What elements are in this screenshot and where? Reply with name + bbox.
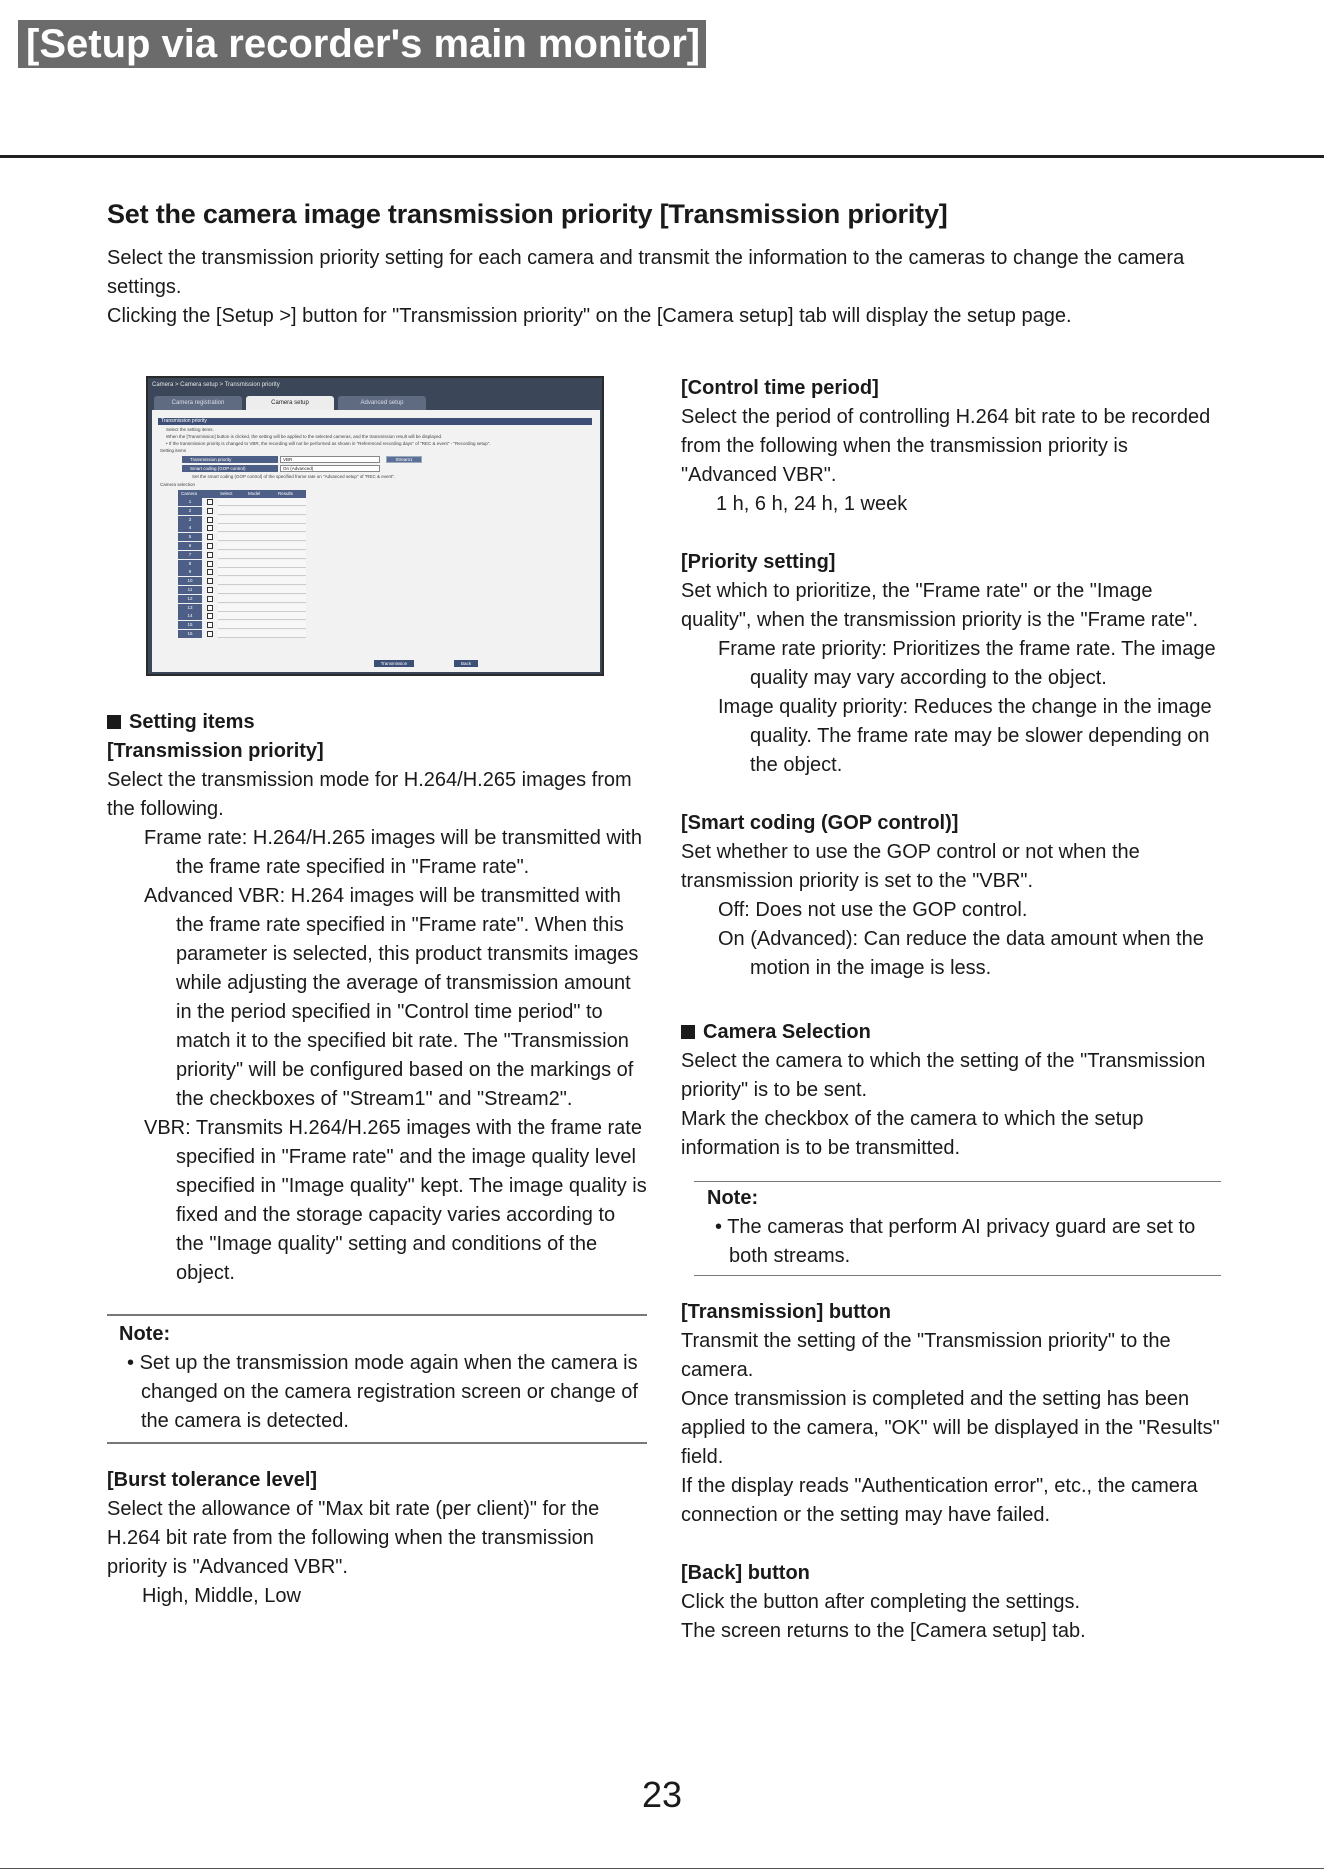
screenshot-camera-row bbox=[178, 507, 306, 516]
transmission-button-desc-2: Once transmission is completed and the setting has been applied to the camera, "OK" will be displayed in the "Results" field. bbox=[681, 1388, 1220, 1468]
screenshot-back-button: Back bbox=[454, 660, 478, 667]
screenshot-camera-number: 7 bbox=[178, 551, 202, 559]
screenshot-tab-camera-registration: Camera registration bbox=[154, 396, 242, 410]
screenshot-camera-number: 9 bbox=[178, 568, 202, 576]
screenshot-camera-cells bbox=[218, 498, 306, 506]
burst-tolerance-desc: Select the allowance of "Max bit rate (per client)" for the H.264 bit rate from the following when the transmission priority is "Advanced VBR". bbox=[107, 1498, 600, 1578]
smart-coding-off: Off: Does not use the GOP control. bbox=[718, 899, 1028, 921]
screenshot-camera-checkbox bbox=[207, 605, 213, 611]
square-bullet-icon bbox=[681, 1025, 695, 1039]
screenshot-camera-checkbox bbox=[207, 525, 213, 531]
transmission-priority-heading: [Transmission priority] bbox=[107, 740, 324, 762]
right-note-text: • The cameras that perform AI privacy guard are set to both streams. bbox=[715, 1216, 1196, 1267]
screenshot-camera-number: 16 bbox=[178, 630, 202, 638]
screenshot-camera-row bbox=[178, 586, 306, 595]
screenshot-camera-number: 15 bbox=[178, 621, 202, 629]
top-rule bbox=[0, 155, 1324, 158]
screenshot-camera-cells bbox=[218, 630, 306, 638]
intro-paragraph-1: Select the transmission priority setting for each camera and transmit the information to the cameras to change the camera settings. bbox=[107, 247, 1185, 298]
screenshot-breadcrumb: Camera > Camera setup > Transmission priority bbox=[152, 382, 280, 388]
control-time-period-heading: [Control time period] bbox=[681, 377, 879, 399]
intro bbox=[107, 244, 1217, 331]
right-column bbox=[681, 374, 1221, 1646]
screenshot-select-priority: VBR bbox=[280, 456, 380, 463]
back-button-heading: [Back] button bbox=[681, 1562, 810, 1584]
screenshot-camera-checkbox bbox=[207, 561, 213, 567]
screenshot-camera-checkbox bbox=[207, 622, 213, 628]
screenshot-camera-checkbox bbox=[207, 569, 213, 575]
screenshot-transmission-button: Transmission bbox=[374, 660, 414, 667]
screenshot-camera-cells bbox=[218, 516, 306, 524]
screenshot-camera-cells bbox=[218, 533, 306, 541]
screenshot-camera-number: 10 bbox=[178, 577, 202, 585]
screenshot-camera-row bbox=[178, 498, 306, 507]
smart-coding-desc: Set whether to use the GOP control or not when the transmission priority is set to the "VBR". bbox=[681, 841, 1140, 892]
transmission-priority-desc: Select the transmission mode for H.264/H.265 images from the following. bbox=[107, 769, 632, 820]
screenshot-camera-cells bbox=[218, 560, 306, 568]
screenshot-camera-checkbox bbox=[207, 552, 213, 558]
screenshot-camera-row bbox=[178, 524, 306, 533]
screenshot-camera-checkbox bbox=[207, 613, 213, 619]
screenshot-camera-cells bbox=[218, 542, 306, 550]
screenshot-camera-checkbox bbox=[207, 631, 213, 637]
priority-setting-desc: Set which to prioritize, the "Frame rate" or the "Image quality", when the transmission priority is the "Frame rate". bbox=[681, 580, 1199, 631]
screenshot-camera-row bbox=[178, 604, 306, 613]
setting-items-heading: Setting items bbox=[107, 708, 647, 737]
screenshot-camera-row bbox=[178, 560, 306, 569]
screenshot-setting-items: Setting items bbox=[160, 448, 187, 453]
burst-tolerance-heading: [Burst tolerance level] bbox=[107, 1469, 318, 1491]
screenshot-camera-row bbox=[178, 516, 306, 525]
screenshot-camera-cells bbox=[218, 568, 306, 576]
back-button-desc-1: Click the button after completing the settings. bbox=[681, 1591, 1081, 1613]
screenshot-camera-number: 1 bbox=[178, 498, 202, 506]
screenshot-label-smart: Smart coding (GOP control) bbox=[182, 465, 278, 472]
intro-paragraph-2: Clicking the [Setup >] button for "Transmission priority" on the [Camera setup] tab will display the setup page. bbox=[107, 305, 1072, 327]
priority-setting-frame-rate: Frame rate priority: Prioritizes the frame rate. The image quality may vary according to the object. bbox=[718, 638, 1216, 689]
page-number: 23 bbox=[641, 1774, 683, 1815]
left-note-text: • Set up the transmission mode again when the camera is changed on the camera registration screen or change of the camera is detected. bbox=[127, 1352, 638, 1432]
right-note-title: Note: bbox=[707, 1187, 759, 1209]
screenshot-camera-rows bbox=[178, 498, 306, 639]
screenshot-camera-row bbox=[178, 595, 306, 604]
screenshot-camera-row bbox=[178, 612, 306, 621]
screenshot-camera-number: 8 bbox=[178, 560, 202, 568]
screenshot-camera-row bbox=[178, 542, 306, 551]
setup-screenshot bbox=[146, 376, 604, 676]
screenshot-section-bar: Transmission priority bbox=[158, 418, 592, 425]
screenshot-line-4: Set the smart coding (GOP control) of the specified frame rate on "Advanced setup" of "REC & event". bbox=[192, 474, 396, 479]
camera-selection-heading: Camera Selection bbox=[681, 1018, 1221, 1047]
screenshot-line-3: • If the transmission priority is changed to VBR, the recording will not be performed as shown in "Referenced recording days" of "REC & event" - "Recording setup". bbox=[166, 441, 491, 446]
screenshot-camera-checkbox bbox=[207, 499, 213, 505]
screenshot-camera-row bbox=[178, 568, 306, 577]
smart-coding-on: On (Advanced): Can reduce the data amount when the motion in the image is less. bbox=[718, 928, 1204, 979]
screenshot-camera-number: 14 bbox=[178, 612, 202, 620]
priority-setting-heading: [Priority setting] bbox=[681, 551, 836, 573]
bottom-rule bbox=[0, 1868, 1324, 1869]
screenshot-camera-cells bbox=[218, 586, 306, 594]
screenshot-camera-checkbox bbox=[207, 517, 213, 523]
screenshot-table-header: Camera Select Model Results bbox=[178, 490, 306, 498]
camera-selection-desc-2: Mark the checkbox of the camera to which the setup information is to be transmitted. bbox=[681, 1108, 1144, 1159]
screenshot-camera-row bbox=[178, 533, 306, 542]
control-time-period-desc: Select the period of controlling H.264 bit rate to be recorded from the following when the transmission priority is "Advanced VBR". bbox=[681, 406, 1211, 486]
screenshot-camera-number: 5 bbox=[178, 533, 202, 541]
screenshot-stream-button: Stream1 bbox=[386, 456, 422, 463]
control-time-period-values: 1 h, 6 h, 24 h, 1 week bbox=[716, 493, 908, 515]
left-note bbox=[107, 1314, 647, 1444]
screenshot-camera-checkbox bbox=[207, 508, 213, 514]
transmission-priority-vbr: VBR: Transmits H.264/H.265 images with the frame rate specified in "Frame rate" and the image quality level specified in "Image quality" kept. The image quality is fixed and the storage capacity varies according to the "Image quality" setting and conditions of the object. bbox=[144, 1117, 647, 1284]
screenshot-camera-cells bbox=[218, 524, 306, 532]
screenshot-camera-cells bbox=[218, 577, 306, 585]
screenshot-camera-checkbox bbox=[207, 543, 213, 549]
screenshot-camera-row bbox=[178, 551, 306, 560]
screenshot-camera-number: 11 bbox=[178, 586, 202, 594]
screenshot-camera-checkbox bbox=[207, 596, 213, 602]
screenshot-camera-cells bbox=[218, 604, 306, 612]
screenshot-camera-cells bbox=[218, 621, 306, 629]
screenshot-camera-checkbox bbox=[207, 578, 213, 584]
screenshot-camera-row bbox=[178, 577, 306, 586]
screenshot-camera-cells bbox=[218, 595, 306, 603]
transmission-button-desc-3: If the display reads "Authentication error", etc., the camera connection or the setting may have failed. bbox=[681, 1475, 1198, 1526]
section-banner: [Setup via recorder's main monitor] bbox=[18, 20, 706, 68]
screenshot-line-2: When the [Transmission] button is clicked, the setting will be applied to the selected cameras, and the transmission result will be displayed. bbox=[166, 434, 443, 439]
screenshot-camera-cells bbox=[218, 612, 306, 620]
priority-setting-image-quality: Image quality priority: Reduces the change in the image quality. The frame rate may be slower depending on the object. bbox=[718, 696, 1212, 776]
screenshot-camera-row bbox=[178, 630, 306, 639]
screenshot-camera-checkbox bbox=[207, 587, 213, 593]
screenshot-camera-number: 13 bbox=[178, 604, 202, 612]
transmission-button-heading: [Transmission] button bbox=[681, 1301, 891, 1323]
screenshot-label-priority: Transmission priority bbox=[182, 456, 278, 463]
screenshot-camera-number: 2 bbox=[178, 507, 202, 515]
screenshot-camera-number: 6 bbox=[178, 542, 202, 550]
screenshot-panel bbox=[152, 410, 600, 672]
screenshot-tab-camera-setup: Camera setup bbox=[246, 396, 334, 410]
screenshot-camera-row bbox=[178, 621, 306, 630]
screenshot-camera-number: 3 bbox=[178, 516, 202, 524]
screenshot-line-1: Select the setting items. bbox=[166, 427, 214, 432]
transmission-priority-frame-rate: Frame rate: H.264/H.265 images will be transmitted with the frame rate specified in "Frame rate". bbox=[144, 827, 642, 878]
page-title: Set the camera image transmission priority [Transmission priority] bbox=[107, 199, 948, 229]
screenshot-camera-cells bbox=[218, 551, 306, 559]
camera-selection-desc-1: Select the camera to which the setting of the "Transmission priority" is to be sent. bbox=[681, 1050, 1206, 1101]
square-bullet-icon bbox=[107, 715, 121, 729]
right-note bbox=[694, 1181, 1221, 1276]
screenshot-tab-advanced-setup: Advanced setup bbox=[338, 396, 426, 410]
screenshot-camera-number: 4 bbox=[178, 524, 202, 532]
screenshot-tabs bbox=[154, 396, 600, 410]
transmission-priority-advanced-vbr: Advanced VBR: H.264 images will be transmitted with the frame rate specified in "Frame rate". When this parameter is selected, this product transmits images while adjusting the average of transmission amount in the period specified in "Control time period" to match it to the specified bit rate. The "Transmission priority" will be configured based on the markings of the checkboxes of "Stream1" and "Stream2". bbox=[144, 885, 639, 1110]
screenshot-camera-cells bbox=[218, 507, 306, 515]
screenshot-camera-checkbox bbox=[207, 534, 213, 540]
screenshot-camera-selection: Camera selection bbox=[160, 482, 196, 487]
transmission-button-desc-1: Transmit the setting of the "Transmission priority" to the camera. bbox=[681, 1330, 1171, 1381]
smart-coding-heading: [Smart coding (GOP control)] bbox=[681, 812, 959, 834]
back-button-desc-2: The screen returns to the [Camera setup] tab. bbox=[681, 1620, 1086, 1642]
left-note-title: Note: bbox=[119, 1323, 171, 1345]
screenshot-camera-number: 12 bbox=[178, 595, 202, 603]
burst-tolerance-values: High, Middle, Low bbox=[142, 1585, 301, 1607]
screenshot-select-smart: On (Advanced) bbox=[280, 465, 380, 472]
left-column bbox=[107, 708, 647, 1611]
